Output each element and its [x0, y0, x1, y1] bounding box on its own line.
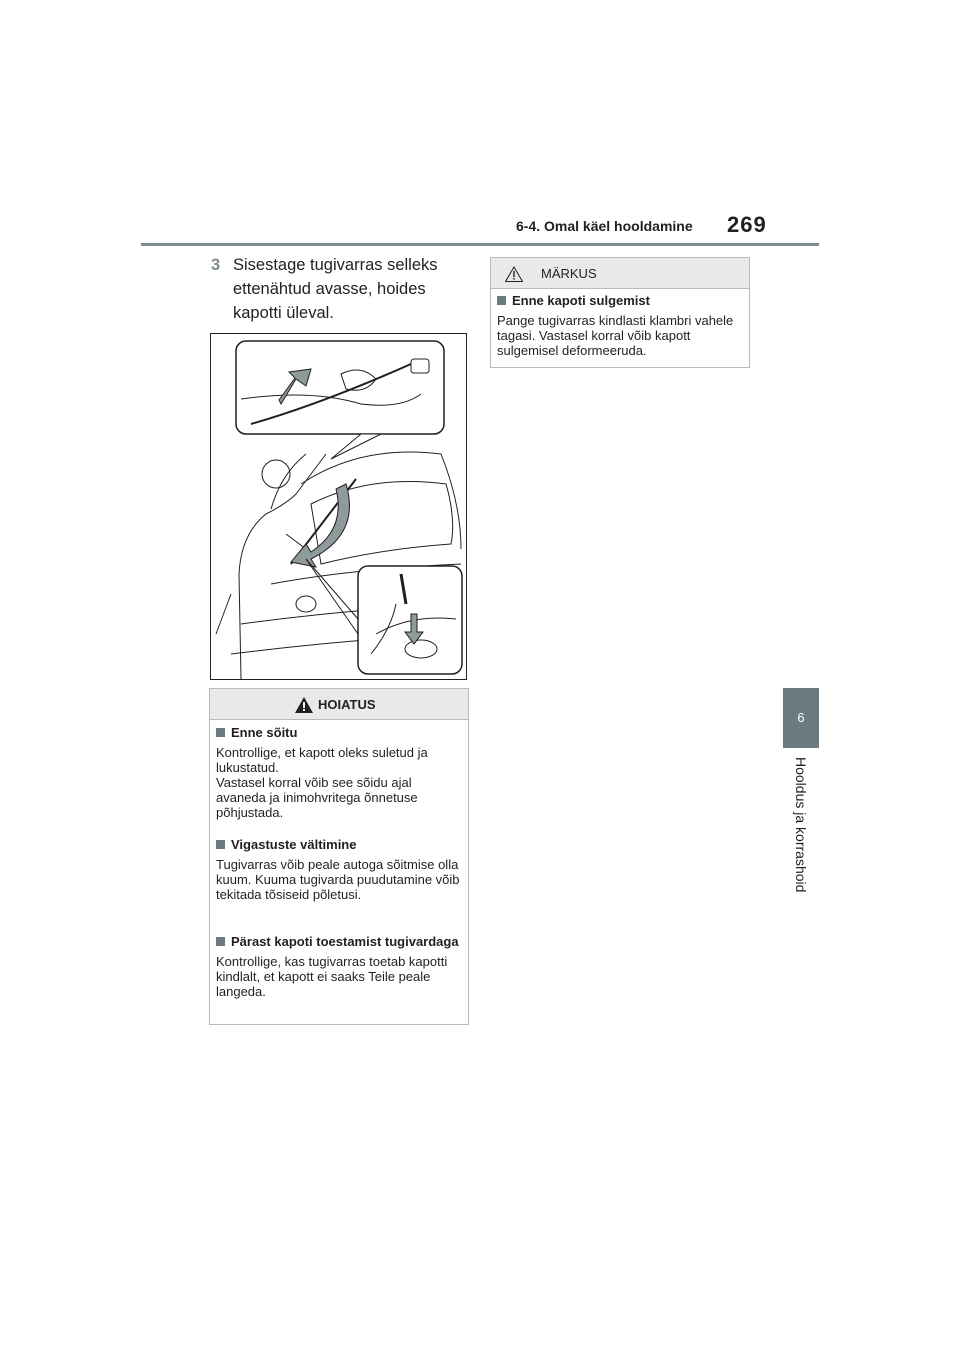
notice-title: MÄRKUS: [541, 266, 597, 281]
step-text: Sisestage tugivarras selleks ettenähtud avasse, hoides kapotti üleval.: [233, 256, 438, 322]
warning-item-2: [216, 837, 462, 902]
page-number: 269: [727, 212, 767, 237]
chapter-number: 6: [797, 710, 805, 725]
warning-box: [209, 688, 469, 1025]
chapter-tab: [783, 688, 819, 748]
warning-title: HOIATUS: [318, 697, 376, 712]
warning-header: [210, 689, 468, 720]
notice-box: [490, 257, 750, 368]
warning-item-3: [216, 934, 462, 999]
illustration-drawing: [211, 334, 466, 679]
warning-item-body-line: Vastasel korral võib see sõidu ajal avaneda ja inimohvritega õnnetuse põhjustada.: [216, 775, 418, 820]
warning-item-heading: Pärast kapoti toestamist tugivardaga: [216, 934, 462, 949]
notice-item-body: Pange tugivarras kindlasti klambri vahele tagasi. Vastasel korral võib kapott sulgemisel deformeeruda.: [497, 313, 734, 358]
warning-item-body: [216, 745, 462, 820]
warning-item-body-line: Kontrollige, et kapott oleks suletud ja lukustatud.: [216, 745, 428, 775]
warning-triangle-icon: [295, 697, 313, 713]
section-title: 6-4. Omal käel hooldamine: [516, 218, 693, 234]
warning-item-body: Kontrollige, kas tugivarras toetab kapotti kindlalt, et kapott ei saaks Teile peale langeda.: [216, 954, 448, 999]
chapter-label-text: Hooldus ja korrashoid: [793, 757, 809, 893]
warning-item-body: Tugivarras võib peale autoga sõitmise olla kuum. Kuuma tugivarda puudutamine võib tekitada tõsiseid põletusi.: [216, 857, 460, 902]
chapter-label: [778, 757, 824, 937]
step-number: 3: [211, 256, 221, 274]
warning-item-heading: Enne sõitu: [216, 725, 462, 740]
header-rule: [141, 243, 819, 246]
notice-triangle-icon: [505, 266, 523, 282]
notice-item-1: [497, 293, 743, 358]
notice-header: [491, 258, 749, 289]
warning-item-heading: Vigastuste vältimine: [216, 837, 462, 852]
hood-support-rod-illustration: [210, 333, 467, 680]
notice-item-heading: Enne kapoti sulgemist: [497, 293, 743, 308]
warning-item-1: [216, 725, 462, 820]
